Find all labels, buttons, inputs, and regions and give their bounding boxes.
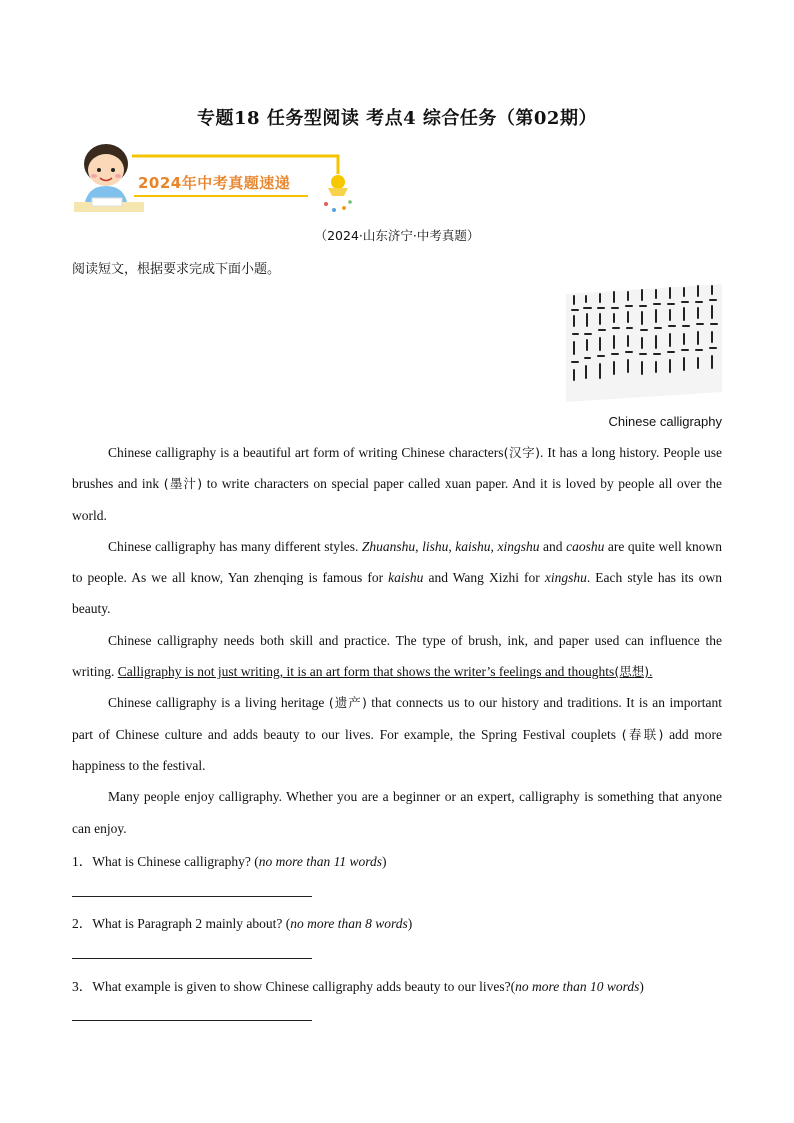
question-number: 1． (72, 854, 93, 869)
italic-term: lishu (422, 538, 449, 554)
paragraph-4 (72, 687, 722, 781)
text-run: are quite well known to people. As we all know, Yan zhenqing is famous for (72, 538, 723, 586)
paragraph-1 (72, 437, 722, 531)
question-hint: no more than 8 words (290, 916, 408, 931)
text-run: and Wang Xizhi for (423, 570, 545, 586)
paragraph-2 (72, 531, 722, 625)
source-note: （2024·山东济宁·中考真题） (314, 228, 480, 243)
banner (72, 138, 362, 218)
italic-term: xingshu (497, 538, 540, 554)
text-run: and (539, 538, 567, 554)
italic-term: kaishu (455, 538, 491, 554)
question-hint: no more than 10 words (515, 979, 640, 994)
answer-line-3[interactable] (72, 1020, 312, 1021)
text-run: (遗产) (328, 695, 367, 711)
question-close: ) (407, 916, 413, 931)
italic-term: xingshu (544, 570, 587, 586)
text-run: Chinese calligraphy has many different styles. (108, 538, 362, 554)
text-run: to write characters on special paper called xuan paper. And it is loved by people all over the world. (72, 476, 722, 523)
question-text: What is Chinese calligraphy? ( (92, 854, 259, 869)
underlined-sentence: (思想) (614, 664, 650, 680)
text-run: , (415, 538, 423, 554)
text-run: . Each style has its own beauty. (72, 570, 723, 617)
question-number: 3． (72, 979, 93, 994)
paragraph-3 (72, 625, 722, 688)
answer-line-1[interactable] (72, 896, 312, 897)
image-caption: Chinese calligraphy (608, 414, 722, 429)
question-number: 2． (72, 916, 93, 931)
underlined-sentence: Calligraphy is not just writing, it is an art form that shows the writer’s feelings and thoughts (117, 664, 615, 680)
calligraphy-drawing (566, 284, 722, 402)
text-run: Chinese calligraphy is a living heritage (108, 695, 329, 711)
text-run: (春联) (621, 726, 664, 742)
banner-text: 2024年中考真题速递 (138, 174, 291, 192)
italic-term: Zhuanshu (361, 538, 416, 554)
text-run: that connects us to our history and traditions. It is an important part of Chinese culture and adds beauty to our lives. For example, the Spring Festival couplets (72, 695, 722, 742)
text-run: , (490, 538, 498, 554)
italic-term: kaishu (388, 570, 424, 586)
question-3 (72, 975, 644, 995)
underlined-sentence: . (649, 664, 653, 680)
text-run: (墨汁) (163, 476, 203, 492)
question-2 (72, 912, 412, 932)
italic-term: caoshu (566, 538, 605, 554)
text-run: , (448, 538, 456, 554)
question-text: What is Paragraph 2 mainly about? ( (92, 916, 291, 931)
text-run: add more happiness to the festival. (72, 726, 722, 773)
question-text: What example is given to show Chinese calligraphy adds beauty to our lives?( (92, 979, 516, 994)
question-hint: no more than 11 words (258, 854, 382, 869)
question-1 (72, 850, 386, 870)
answer-line-2[interactable] (72, 958, 312, 959)
text-run: Chinese calligraphy is a beautiful art form of writing Chinese characters (108, 445, 504, 460)
paragraph-5: Many people enjoy calligraphy. Whether you are a beginner or an expert, calligraphy is something that anyone can enjoy. (72, 789, 722, 836)
calligraphy-image (566, 284, 722, 402)
question-close: ) (639, 979, 644, 994)
text-run: . It has a long history. People use brushes and ink (72, 445, 722, 492)
page-title: 专题18 任务型阅读 考点4 综合任务（第02期） (197, 108, 597, 129)
text-run: (汉字) (503, 445, 541, 460)
instruction: 阅读短文，根据要求完成下面小题。 (72, 262, 281, 277)
text-run: Chinese calligraphy needs both skill and practice. The type of brush, ink, and paper used can influence the writing. (72, 632, 722, 680)
question-close: ) (381, 854, 387, 869)
passage (72, 437, 722, 844)
